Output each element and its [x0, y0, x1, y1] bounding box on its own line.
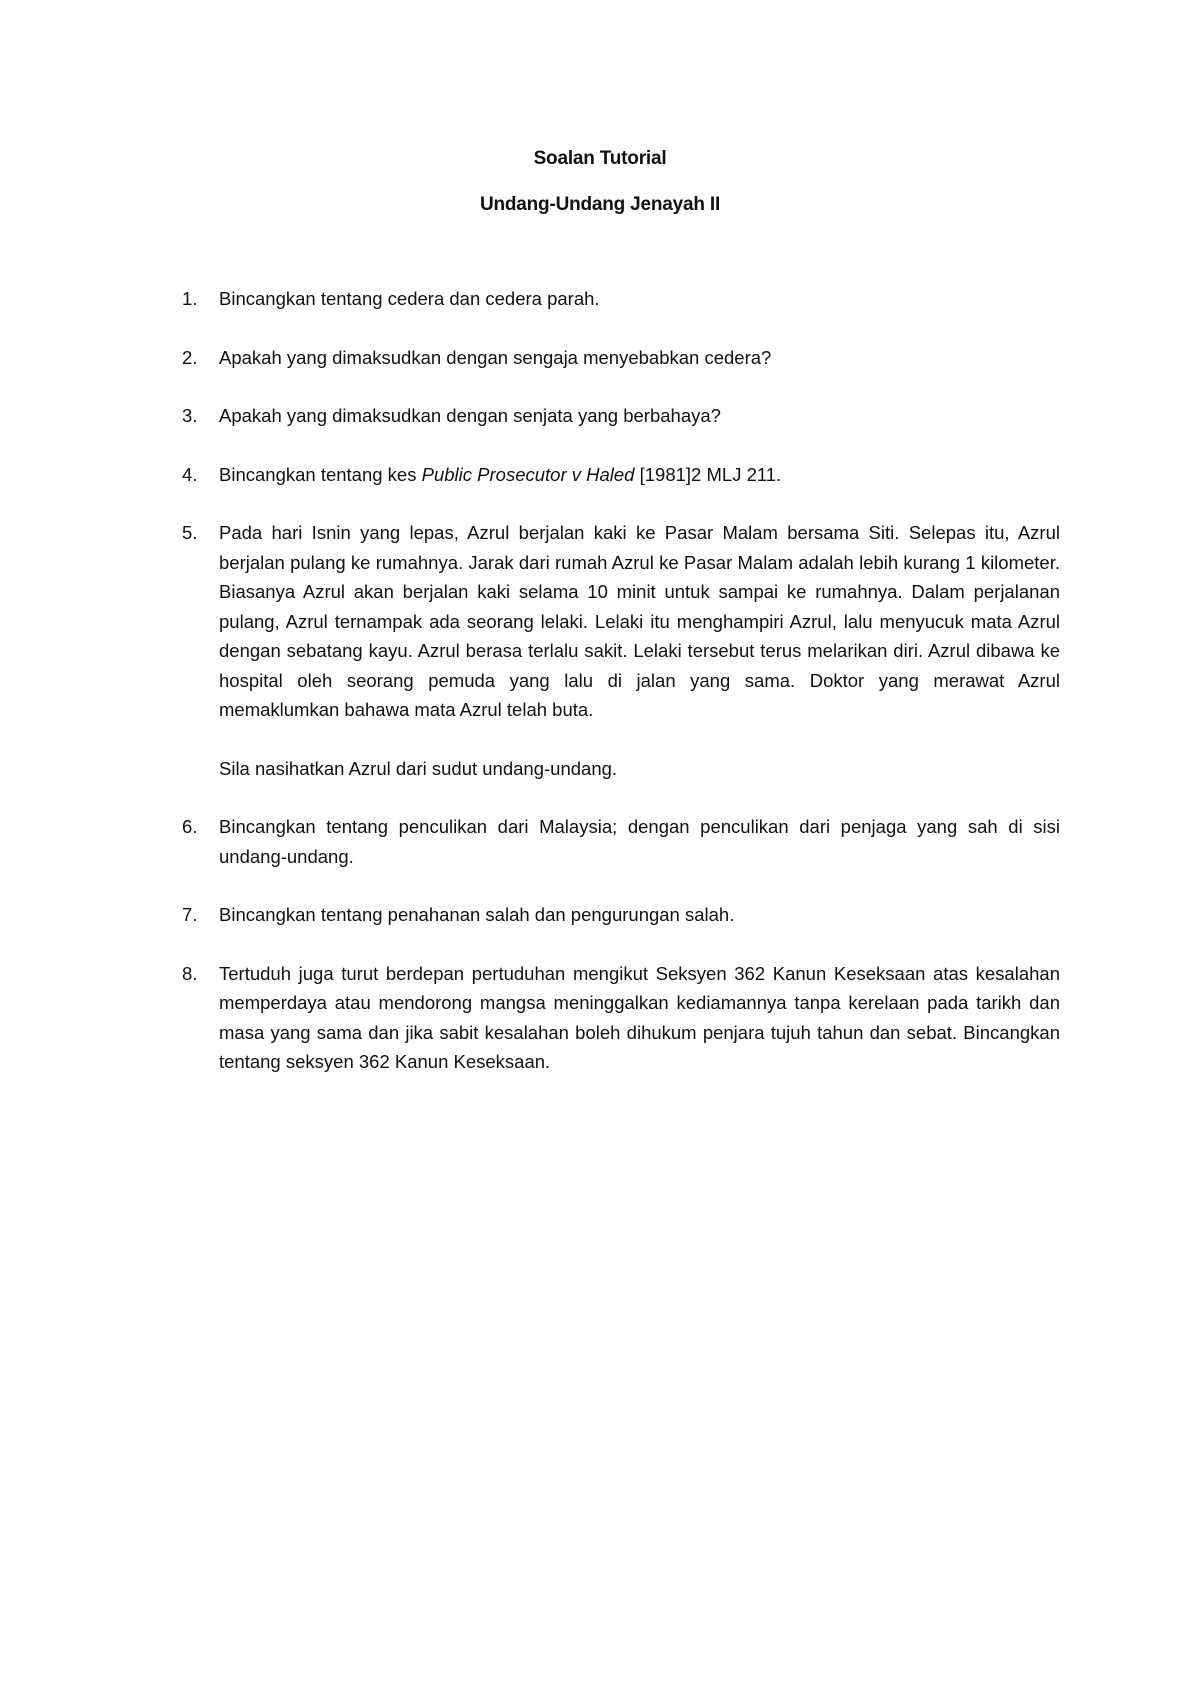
- question-number: 7.: [182, 904, 198, 925]
- question-list: [170, 284, 1060, 1106]
- question-number: 4.: [182, 463, 198, 485]
- document-title: Soalan Tutorial: [533, 148, 667, 169]
- question-item-3: [170, 401, 1060, 431]
- question-text: Bincangkan tentang cedera dan cedera parah.: [219, 288, 600, 309]
- question-number: 6.: [182, 816, 198, 837]
- question-item-1: [170, 284, 1060, 314]
- question-number: 8.: [182, 962, 198, 984]
- question-text: Tertuduh juga turut berdepan pertuduhan mengikut Seksyen 362 Kanun Keseksaan atas kesalahan memperdaya atau mendorong mangsa meninggalkan kediamannya tanpa kerelaan pada tarikh dan masa yang sama dan jika sabit kesalahan boleh dihukum penjara tujuh tahun dan sebat. Bincangkan tentang seksyen 362 Kanun Keseksaan.: [219, 962, 1060, 1072]
- question-item-7: [170, 900, 1060, 930]
- question-text: Bincangkan tentang penahanan salah dan pengurungan salah.: [219, 904, 735, 925]
- question-item-6: [170, 812, 1060, 871]
- question-instruction: Sila nasihatkan Azrul dari sudut undang-undang.: [219, 757, 618, 779]
- question-text-lead: Bincangkan tentang kes: [219, 463, 422, 485]
- question-number: 3.: [182, 405, 198, 426]
- question-scenario-text: Pada hari Isnin yang lepas, Azrul berjalan kaki ke Pasar Malam bersama Siti. Selepas itu, Azrul berjalan pulang ke rumahnya. Jarak dari rumah Azrul ke Pasar Malam adalah lebih kurang 1 kilometer. Biasanya Azrul akan berjalan kaki selama 10 minit untuk sampai ke rumahnya. Dalam perjalanan pulang, Azrul ternampak ada seorang lelaki. Lelaki itu menghampiri Azrul, lalu menyucuk mata Azrul dengan sebatang kayu. Azrul berasa terlalu sakit. Lelaki tersebut terus melarikan diri. Azrul dibawa ke hospital oleh seorang pemuda yang lalu di jalan yang sama. Doktor yang merawat Azrul memaklumkan bahawa mata Azrul telah buta.: [219, 522, 1060, 720]
- question-text: [219, 460, 1060, 490]
- question-number: 1.: [182, 288, 198, 309]
- question-item-5: [170, 518, 1060, 783]
- question-item-8: [170, 959, 1060, 1077]
- question-text: Apakah yang dimaksudkan dengan senjata yang berbahaya?: [219, 405, 721, 426]
- question-number: 5.: [182, 522, 198, 543]
- question-text: Apakah yang dimaksudkan dengan sengaja menyebabkan cedera?: [219, 346, 772, 368]
- document-subtitle: Undang-Undang Jenayah II: [479, 194, 721, 215]
- question-text: Bincangkan tentang penculikan dari Malaysia; dengan penculikan dari penjaga yang sah di sisi undang-undang.: [219, 816, 1060, 867]
- case-citation-name: Public Prosecutor v Haled: [421, 463, 635, 485]
- question-item-2: [170, 343, 1060, 373]
- question-text-tail: [1981]2 MLJ 211.: [634, 463, 782, 485]
- question-item-4: [170, 460, 1060, 490]
- question-number: 2.: [182, 346, 198, 368]
